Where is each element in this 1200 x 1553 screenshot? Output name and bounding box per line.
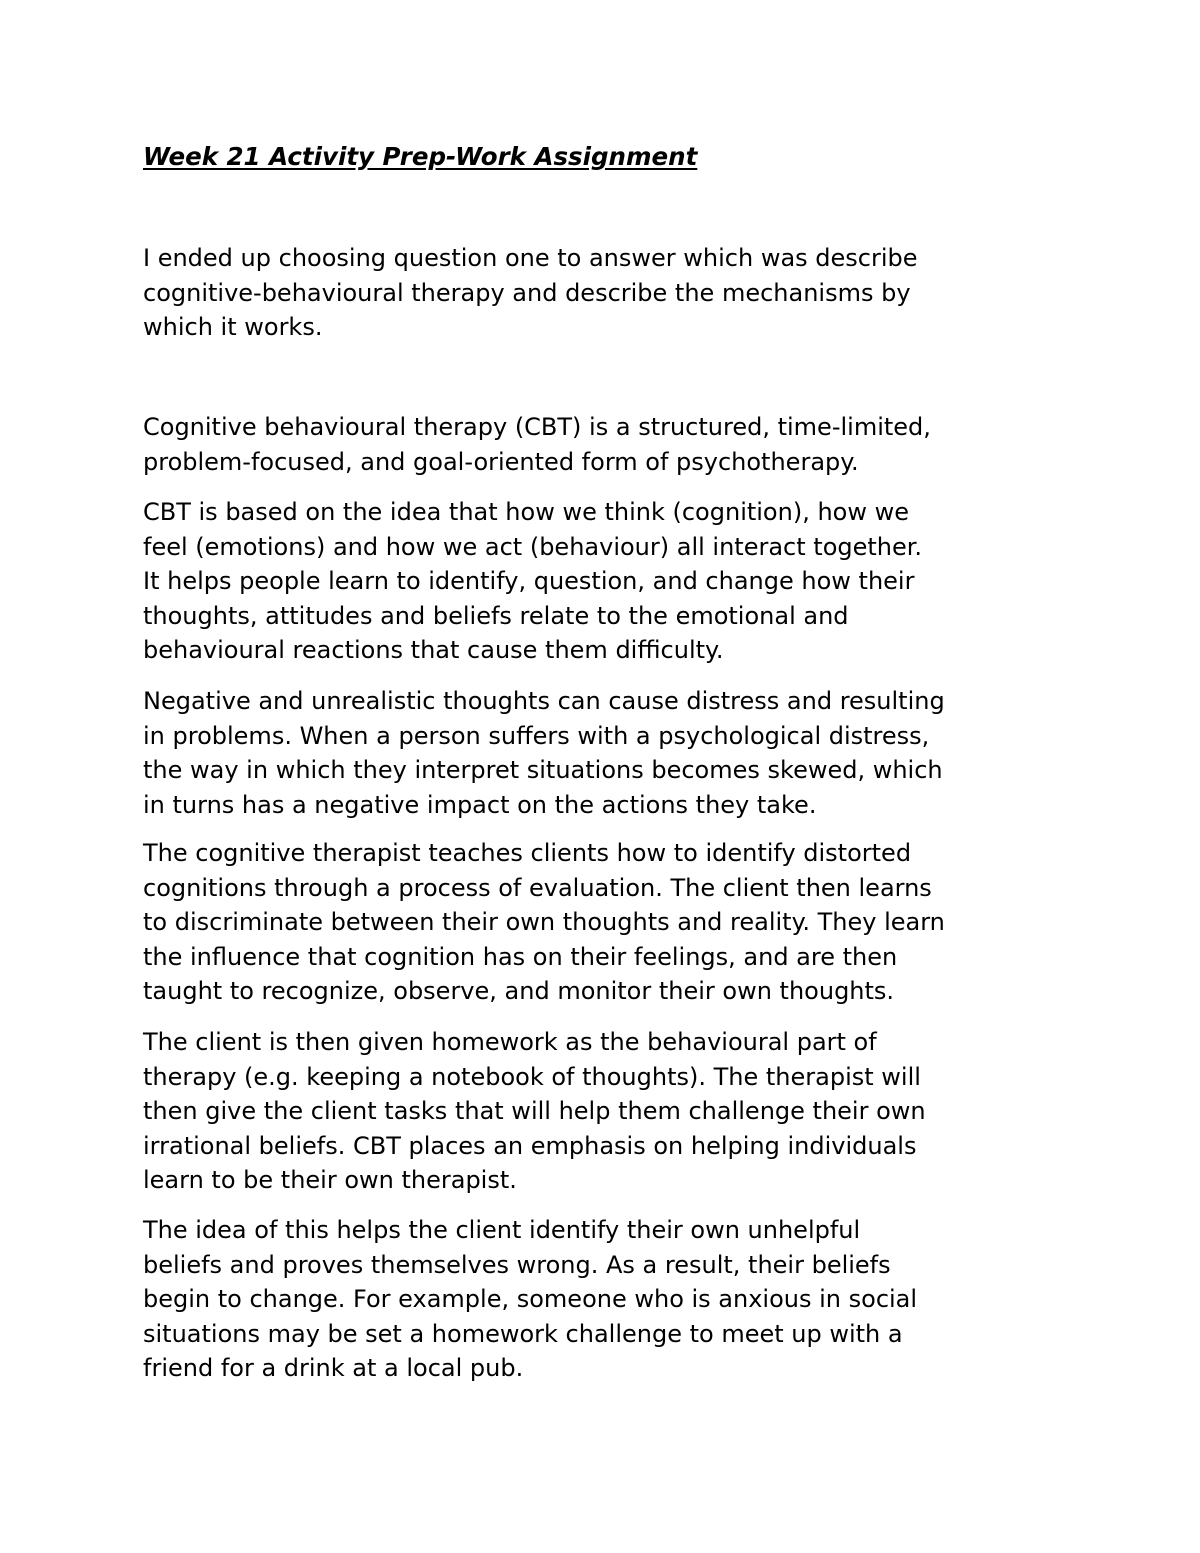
text-line: learn to be their own therapist. [143, 1166, 517, 1194]
document-title: Week 21 Activity Prep-Work Assignment [143, 142, 698, 171]
text-line: CBT is based on the idea that how we think (cognition), how we [143, 498, 909, 526]
paragraph-cbt-definition [143, 410, 931, 479]
text-line: situations may be set a homework challenge to meet up with a [143, 1319, 903, 1348]
paragraph-homework [143, 1025, 926, 1198]
text-line: I ended up choosing question one to answer which was describe [143, 244, 918, 272]
text-line: Cognitive behavioural therapy (CBT) is a structured, time-limited, [143, 413, 931, 441]
text-line: cognitions through a process of evaluation. The client then learns [143, 873, 932, 902]
text-line: The client is then given homework as the behavioural part of [143, 1028, 877, 1056]
paragraph-example [143, 1213, 917, 1386]
text-line: It helps people learn to identify, question, and change how their [143, 567, 915, 595]
text-line: problem-focused, and goal-oriented form of psychotherapy. [143, 447, 859, 476]
text-line: friend for a drink at a local pub. [143, 1354, 524, 1382]
text-line: feel (emotions) and how we act (behaviour) all interact together. [143, 532, 923, 561]
text-line: Negative and unrealistic thoughts can cause distress and resulting [143, 687, 945, 715]
paragraph-question-choice [143, 241, 918, 345]
paragraph-cognitive-therapist [143, 836, 945, 1009]
text-line: behavioural reactions that cause them difficulty. [143, 636, 724, 664]
text-line: in turns has a negative impact on the actions they take. [143, 790, 817, 819]
text-line: irrational beliefs. CBT places an emphasis on helping individuals [143, 1131, 917, 1160]
text-line: the way in which they interpret situations becomes skewed, which [143, 756, 943, 784]
text-line: the influence that cognition has on their feelings, and are then [143, 942, 898, 971]
paragraph-cbt-basis [143, 495, 922, 668]
text-line: taught to recognize, observe, and monitor their own thoughts. [143, 977, 895, 1005]
text-line: in problems. When a person suffers with a psychological distress, [143, 721, 930, 750]
text-line: cognitive-behavioural therapy and describe the mechanisms by [143, 278, 911, 307]
text-line: therapy (e.g. keeping a notebook of thoughts). The therapist will [143, 1062, 921, 1091]
text-line: which it works. [143, 313, 323, 341]
text-line: beliefs and proves themselves wrong. As a result, their beliefs [143, 1250, 891, 1279]
text-line: The idea of this helps the client identify their own unhelpful [143, 1216, 861, 1244]
text-line: to discriminate between their own thoughts and reality. They learn [143, 908, 945, 936]
paragraph-negative-thoughts [143, 684, 945, 822]
text-line: begin to change. For example, someone who is anxious in social [143, 1285, 918, 1313]
text-line: then give the client tasks that will help them challenge their own [143, 1097, 926, 1125]
text-line: The cognitive therapist teaches clients how to identify distorted [143, 839, 912, 867]
text-line: thoughts, attitudes and beliefs relate to the emotional and [143, 601, 849, 630]
